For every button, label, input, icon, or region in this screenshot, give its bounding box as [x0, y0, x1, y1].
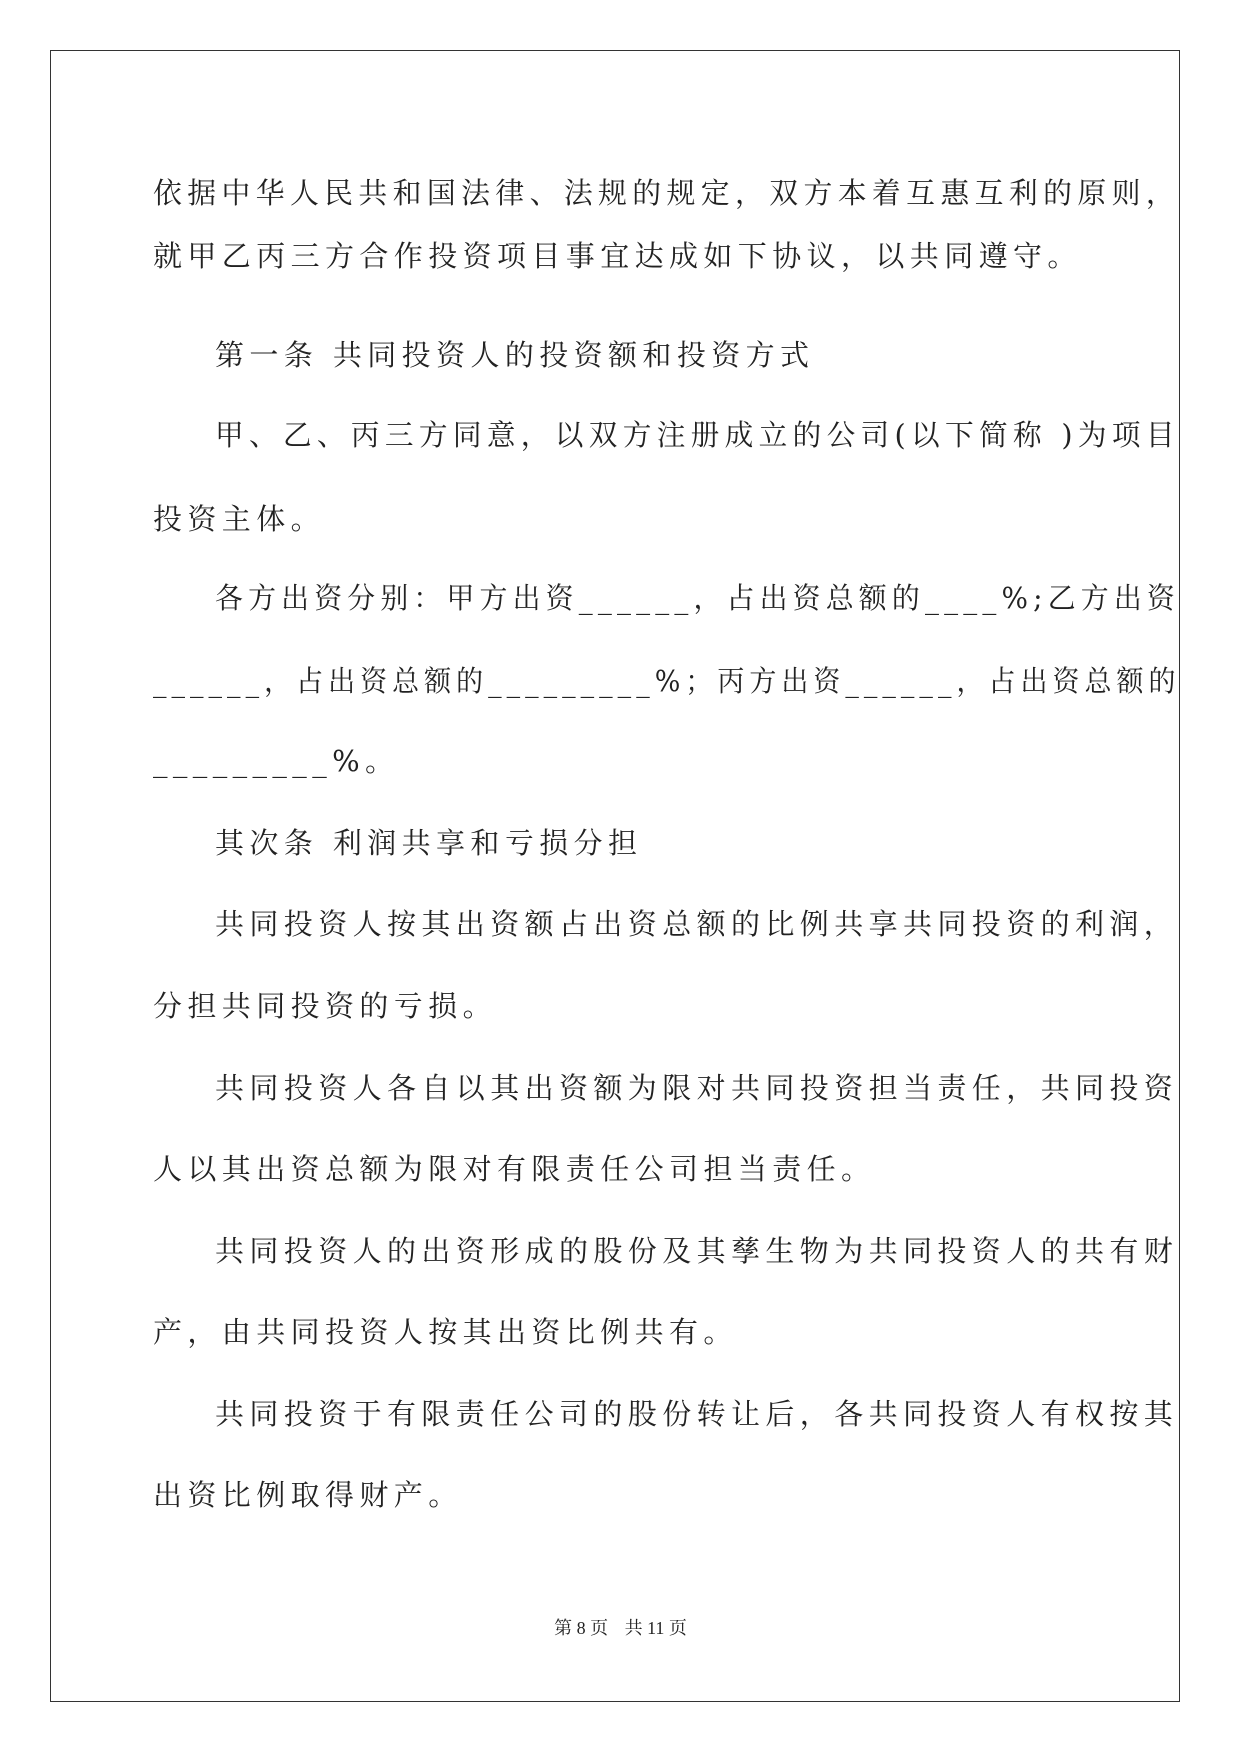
- paragraph-line: 各方出资分别：甲方出资______，占出资总额的____%;乙方出资: [215, 581, 1180, 615]
- paragraph-line: 共同投资人按其出资额占出资总额的比例共享共同投资的利润，: [215, 907, 1179, 941]
- paragraph-line: 甲、乙、丙三方同意，以双方注册成立的公司(以下简称 )为项目: [215, 418, 1180, 452]
- paragraph-line: _________%。: [153, 744, 400, 778]
- paragraph-line: 就甲乙丙三方合作投资项目事宜达成如下协议，以共同遵守。: [153, 239, 1082, 273]
- paragraph-line: 共同投资人的出资形成的股份及其孳生物为共同投资人的共有财: [215, 1234, 1179, 1268]
- section-heading: 其次条 利润共享和亏损分担: [215, 826, 643, 860]
- paragraph-line: 依据中华人民共和国法律、法规的规定，双方本着互惠互利的原则，: [153, 176, 1181, 210]
- paragraph-line: 人以其出资总额为限对有限责任公司担当责任。: [153, 1152, 876, 1186]
- paragraph-line: 投资主体。: [153, 502, 326, 536]
- section-heading: 第一条 共同投资人的投资额和投资方式: [215, 338, 815, 372]
- paragraph-line: ______，占出资总额的_________%；丙方出资______，占出资总额的: [153, 664, 1181, 698]
- page-total: 共 11 页: [624, 1618, 687, 1638]
- paragraph-line: 分担共同投资的亏损。: [153, 989, 498, 1023]
- paragraph-line: 产，由共同投资人按其出资比例共有。: [153, 1315, 738, 1349]
- paragraph-line: 出资比例取得财产。: [153, 1478, 463, 1512]
- page-number: 第 8 页: [554, 1618, 609, 1638]
- page-border: [50, 50, 1180, 1702]
- page-footer: [0, 1617, 1241, 1639]
- paragraph-line: 共同投资于有限责任公司的股份转让后，各共同投资人有权按其: [215, 1397, 1179, 1431]
- paragraph-line: 共同投资人各自以其出资额为限对共同投资担当责任，共同投资: [215, 1071, 1179, 1105]
